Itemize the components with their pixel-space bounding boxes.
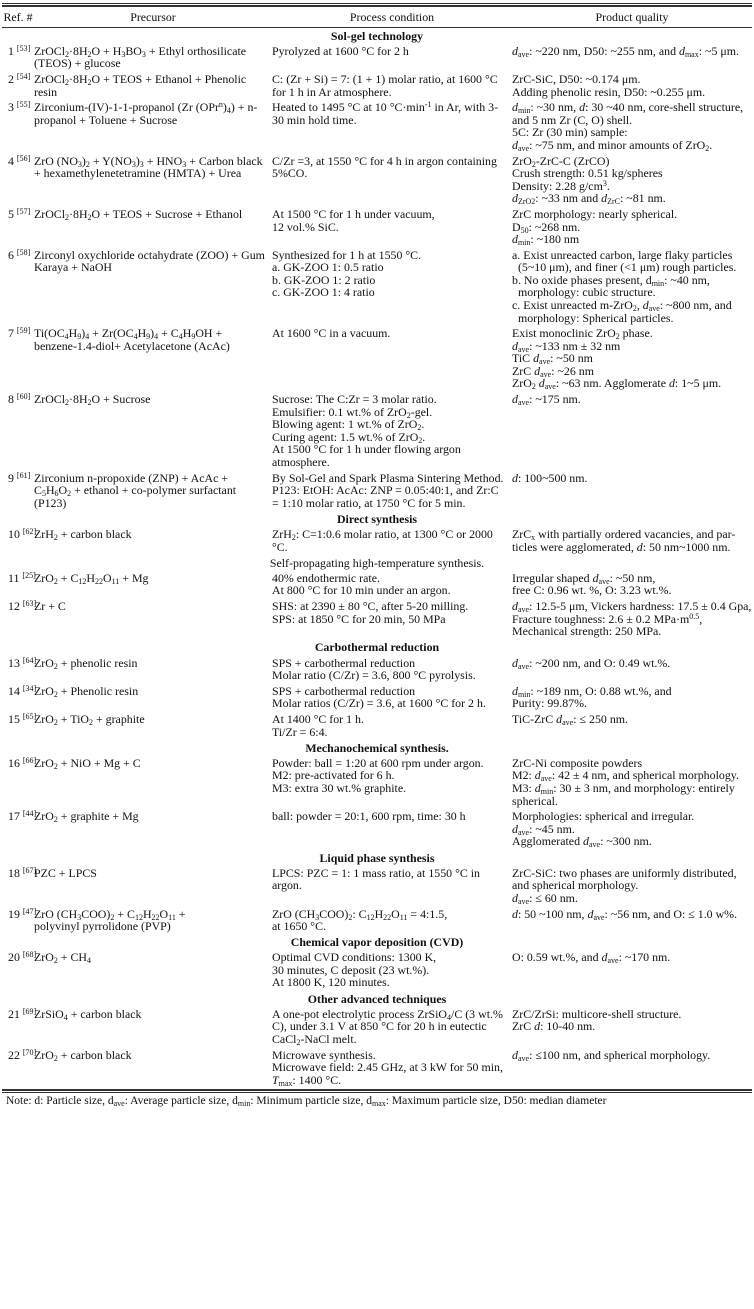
process-condition-cell: ZrO $(CH_3COO)_2$: $C_{12}H_{22}O_{11}$ = 4:1.5, at 1650 °C.	[272, 906, 448, 934]
header-process-condition: Process condition	[272, 9, 512, 27]
table-row	[2, 906, 752, 934]
product-quality-cell: Irregular shaped $d_{ave}$: ~50 nm, free C: 0.96 wt. %, O: 3.23 wt.%.	[512, 570, 672, 598]
product-quality-cell: $d_{ave}$: 12.5-5 μm, Vickers hardness: 17.5 ± 0.4 Gpa, Fracture toughness: 2.6 ± 0.2 $MPa\cdot m^{0.5}$, Mechanical strength: 250 MPa.	[512, 599, 752, 639]
section-title: Sol-gel technology	[330, 28, 424, 43]
section-row	[2, 27, 752, 43]
product-quality-cell: O: 0.59 wt.%, and $d_{ave}$: ~170 nm.	[512, 950, 671, 966]
product-quality-cell: $d_{min}$: ~189 nm, O: 0.88 wt.%, and Purity: 99.87%.	[512, 683, 672, 711]
ref-cell: 20 [68]	[8, 950, 37, 965]
table-row	[2, 43, 752, 71]
section-row	[2, 991, 752, 1007]
precursor-cell: Zirconium n-propoxide (ZNP) + AcAc + $C_5H_6O_2$ + ethanol + co-polymer surfactant (P123)	[34, 470, 237, 510]
table-row	[2, 1047, 752, 1088]
process-condition-cell: At 1500 °C for 1 h under vacuum, 12 vol.% SiC.	[272, 207, 435, 234]
ref-cell: 16 [66]	[8, 755, 37, 770]
table-row	[2, 206, 752, 247]
header-precursor: Precursor	[34, 9, 272, 27]
section-title: Carbothermal reduction	[314, 640, 440, 655]
process-condition-cell: ZrH$_2$: C=1:0.6 molar ratio, at 1300 °C or 2000 °C.	[272, 527, 493, 554]
ref-cell: 10 [62]	[8, 527, 37, 542]
product-quality-cell: a. Exist unreacted carbon, large flaky particles (5~10 μm), and finer (<1 μm) rough particles. b. No oxide phases present, $d_{min}$: ~40 nm, morphology: cubic structure. c. Exist unreacted m-ZrO$_2$, $d_{ave}$: ~800 nm, and morphology: Spherical particles.	[512, 247, 737, 325]
section-title: Liquid phase synthesis	[319, 850, 435, 865]
process-condition-cell: Heated to 1495 °C at 10 $^\circ C\cdot\min^{-1}$ in Ar, with 3-30 min hold time.	[272, 100, 499, 127]
precursor-cell: $ZrO_2 + C_{12}H_{22}O_{11} + Mg$	[34, 570, 149, 586]
product-quality-cell: ZrC/ZrSi: multicore-shell structure. ZrC d: 10-40 nm.	[512, 1006, 682, 1034]
precursor-cell: $ZrO_2 + CH_4$	[34, 950, 91, 966]
section-row	[2, 934, 752, 950]
product-quality-cell: ZrC$_x$ with partially ordered vacancies, and par- ticles were agglomerated, d: 50 nm~1000 nm.	[512, 527, 736, 554]
section-title: Other advanced techniques	[307, 991, 447, 1006]
product-quality-cell: $d_{ave}$: ~220 nm, D50: ~255 nm, and $d_{max}$: ~5 μm.	[512, 43, 739, 59]
process-condition-cell: SPS + carbothermal reduction Molar ratios (C/Zr) = 3.6, at 1600 °C for 2 h.	[272, 683, 486, 711]
top-rule	[2, 3, 752, 7]
table-row	[2, 655, 752, 683]
precursor-cell: ZrH$_2$ + carbon black	[34, 527, 132, 543]
table-container	[2, 3, 752, 1108]
table-body	[2, 27, 752, 1088]
precursor-cell: $ZrOCl_2\cdot 8H_2O$ + TEOS + Sucrose + Ethanol	[34, 207, 243, 222]
table-row	[2, 683, 752, 711]
synthesis-methods-table	[2, 9, 752, 1088]
product-quality-cell: $d_{ave}$: ≤100 nm, and spherical morphology.	[512, 1047, 711, 1063]
table-row	[2, 599, 752, 640]
section-row	[2, 740, 752, 756]
table-row	[2, 153, 752, 206]
precursor-cell: ZrO $(CH_3COO)_2 + C_{12}H_{22}O_{11}$ + polyvinyl pyrrolidone (PVP)	[34, 906, 186, 934]
section-row	[2, 850, 752, 866]
ref-cell: 1 [53]	[8, 43, 31, 58]
precursor-cell: PZC + LPCS	[34, 865, 97, 880]
precursor-cell: ZrO $(NO_3)_2 + Y(NO_3)_3 + HNO_3$ + Carbon black + hexamethylenetetramine (HMTA) + Urea	[34, 153, 263, 181]
section-title: Self-propagating high-temperature synthesis.	[269, 555, 485, 570]
precursor-cell: $ZrOCl_2\cdot 8H_2O$ + Sucrose	[34, 392, 151, 408]
precursor-cell: $ZrOCl_2\cdot 8H_2O + H_3BO_3$ + Ethyl orthosilicate (TEOS) + glucose	[34, 43, 247, 71]
ref-cell: 12 [63]	[8, 599, 37, 614]
ref-cell: 22 [70]	[8, 1047, 37, 1062]
table-row	[2, 470, 752, 511]
table-row	[2, 526, 752, 554]
product-quality-cell: Exist monoclinic ZrO$_2$ phase. $d_{ave}$: ~133 nm ± 32 nm TiC $d_{ave}$: ~50 nm ZrC $d_{ave}$: ~26 nm ZrO$_2$ $d_{ave}$: ~63 nm. Agglomerate d: 1~5 μm.	[512, 326, 722, 392]
section-title: Mechanochemical synthesis.	[305, 740, 449, 755]
process-condition-cell: C: (Zr + Si) = 7: (1 + 1) molar ratio, at 1600 °C for 1 h in Ar atmosphere.	[272, 71, 498, 99]
ref-cell: 17 [44]	[8, 809, 37, 824]
header-product-quality: Product quality	[512, 9, 752, 27]
ref-cell: 14 [34]	[8, 683, 37, 698]
process-condition-cell: By Sol-Gel and Spark Plasma Sintering Method. P123: EtOH: AcAc: ZNP = 0.05:40:1, and Zr:C = 1:10 molar ratio, at 1750 °C for 5 min.	[272, 470, 504, 510]
precursor-cell: $ZrOCl_2\cdot 8H_2O$ + TEOS + Ethanol + Phenolic resin	[34, 71, 247, 99]
ref-cell: 4 [56]	[8, 153, 31, 168]
precursor-cell: ZrO$_2$ + graphite + Mg	[34, 809, 139, 825]
process-condition-cell: At 1400 °C for 1 h. Ti/Zr = 6:4.	[272, 712, 364, 739]
header-row	[2, 9, 752, 27]
product-quality-cell: ZrO$_2$-ZrC-C (ZrCO) Crush strength: 0.51 kg/spheres Density: 2.28 $g/cm^3$. $d_{ZrO2}$: ~33 nm and $d_{ZrC}$: ~81 nm.	[512, 153, 666, 207]
product-quality-cell: ZrC morphology: nearly spherical. $D_{50}$: ~268 nm. $d_{min}$: ~180 nm	[512, 207, 678, 248]
table-row	[2, 247, 752, 325]
process-condition-cell: C/Zr =3, at 1550 °C for 4 h in argon containing 5%CO.	[272, 153, 497, 181]
process-condition-cell: LPCS: PZC = 1: 1 mass ratio, at 1550 °C in argon.	[272, 865, 480, 893]
product-quality-cell: ZrC-Ni composite powders M2: $d_{ave}$: 42 ± 4 nm, and spherical morphology. M3: $d_{min}$: 30 ± 3 nm, and morphology: entirely spherical.	[512, 755, 739, 808]
process-condition-cell: At 1600 °C in a vacuum.	[272, 326, 391, 341]
ref-cell: 18 [67]	[8, 865, 37, 880]
process-condition-cell: Sucrose: The C:Zr = 3 molar ratio. Emulsifier: 0.1 wt.% of ZrO$_2$-gel. Blowing agent: 1 wt.% of ZrO$_2$. Curing agent: 1.5 wt.% of ZrO$_2$. At 1500 °C for 1 h under flowing argon atmosphere.	[272, 392, 461, 469]
process-condition-cell: Optimal CVD conditions: 1300 K, 30 minutes, C deposit (23 wt.%). At 1800 K, 120 minutes.	[272, 950, 437, 990]
precursor-cell: ZrO$_2$ + carbon black	[34, 1047, 132, 1063]
ref-cell: 13 [64]	[8, 655, 37, 670]
ref-cell: 2 [54]	[8, 71, 31, 86]
table-row	[2, 326, 752, 392]
section-title: Direct synthesis	[336, 511, 418, 526]
product-quality-cell: TiC-ZrC $d_{ave}$: ≤ 250 nm.	[512, 712, 628, 728]
table-row	[2, 392, 752, 470]
product-quality-cell: $d_{min}$: ~30 nm, d: 30 ~40 nm, core-shell structure, and 5 nm Zr (C, O) shell. 5C: Zr (30 min) sample: $d_{ave}$: ~75 nm, and minor amounts of ZrO$_2$.	[512, 100, 744, 153]
precursor-cell: ZrO$_2$ + TiO$_2$ + graphite	[34, 712, 145, 728]
product-quality-cell: $d_{ave}$: ~200 nm, and O: 0.49 wt.%.	[512, 655, 671, 671]
product-quality-cell: ZrC-SiC, D50: ~0.174 μm. Adding phenolic resin, D50: ~0.255 μm.	[512, 71, 706, 99]
bottom-rule	[2, 1089, 752, 1093]
precursor-cell: Zirconyl oxychloride octahydrate (ZOO) + Gum Karaya + NaOH	[34, 247, 265, 275]
table-row	[2, 71, 752, 99]
ref-cell: 6 [58]	[8, 247, 31, 262]
table-row	[2, 809, 752, 850]
table-row	[2, 865, 752, 906]
process-condition-cell: Pyrolyzed at 1600 °C for 2 h	[272, 43, 409, 58]
table-row	[2, 712, 752, 740]
table-row	[2, 570, 752, 598]
process-condition-cell: Synthesized for 1 h at 1550 °C. a. GK-ZOO 1: 0.5 ratio b. GK-ZOO 1: 2 ratio c. GK-ZOO 1: 4 ratio	[272, 247, 422, 300]
table-note: Note: d: Particle size, $d_{ave}$: Average particle size, $d_{min}$: Minimum particle size, $d_{max}$: Maximum particle size, D50: median diameter	[6, 1094, 607, 1108]
process-condition-cell: Microwave synthesis. Microwave field: 2.45 GHz, at 3 kW for 50 min, $T_{max}$: 1400 °C.	[272, 1047, 503, 1088]
precursor-cell: $Ti(OC_4H_9)_4 + Zr(OC_4H_9)_4 + C_4H_9OH$ + benzene-1.4-diol+ Acetylacetone (AcAc)	[34, 326, 230, 353]
precursor-cell: ZrSiO$_4$ + carbon black	[34, 1006, 142, 1022]
section-title: Chemical vapor deposition (CVD)	[290, 935, 464, 950]
ref-cell: 7 [59]	[8, 326, 31, 341]
precursor-cell: Zirconium-(IV)-1-1-propanol (Zr $(OPr^n)_4$) + n-propanol + Toluene + Sucrose	[34, 100, 258, 127]
precursor-cell: ZrO$_2$ + Phenolic resin	[34, 683, 139, 699]
product-quality-cell: ZrC-SiC: two phases are uniformly distributed, and spherical morphology. $d_{ave}$: ≤ 60 nm.	[512, 865, 737, 906]
table-row	[2, 950, 752, 991]
ref-cell: 21 [69]	[8, 1006, 37, 1021]
ref-cell: 11 [25]	[8, 570, 36, 585]
ref-cell: 5 [57]	[8, 207, 31, 221]
process-condition-cell: Powder: ball = 1:20 at 600 rpm under argon. M2: pre-activated for 6 h. M3: extra 30 wt.% graphite.	[272, 755, 484, 796]
table-row	[2, 100, 752, 153]
product-quality-cell: Morphologies: spherical and irregular. $d_{ave}$: ~45 nm. Agglomerated $d_{ave}$: ~300 nm.	[512, 809, 695, 850]
ref-cell: 8 [60]	[8, 392, 31, 407]
precursor-cell: Zr + C	[34, 599, 66, 614]
precursor-cell: ZrO$_2$ + phenolic resin	[34, 655, 138, 671]
table-row	[2, 1006, 752, 1047]
section-row	[2, 639, 752, 655]
product-quality-cell: $d_{ave}$: ~175 nm.	[512, 392, 581, 408]
product-quality-cell: d: 50 ~100 nm, $d_{ave}$: ~56 nm, and O: ≤ 1.0 w%.	[512, 906, 738, 922]
process-condition-cell: 40% endothermic rate. At 800 °C for 10 min under an argon.	[272, 570, 451, 598]
process-condition-cell: SPS + carbothermal reduction Molar ratio (C/Zr) = 3.6, 800 °C pyrolysis.	[272, 655, 476, 683]
ref-cell: 19 [47]	[8, 906, 37, 921]
ref-cell: 9 [61]	[8, 470, 31, 485]
product-quality-cell: d: 100~500 nm.	[512, 470, 588, 485]
section-row	[2, 511, 752, 527]
header-ref: Ref. #	[2, 9, 34, 27]
table-row	[2, 755, 752, 808]
section-row	[2, 555, 752, 571]
ref-cell: 15 [65]	[8, 712, 37, 727]
precursor-cell: ZrO$_2$ + NiO + Mg + C	[34, 755, 141, 771]
ref-cell: 3 [55]	[8, 100, 31, 115]
process-condition-cell: A one-pot electrolytic process ZrSiO$_4$/C (3 wt.% C), under 3.1 V at 850 °C for 20 h in eutectic CaCl$_2$-NaCl melt.	[272, 1006, 503, 1047]
process-condition-cell: SHS: at 2390 ± 80 °C, after 5-20 milling. SPS: at 1850 °C for 20 min, 50 MPa	[272, 599, 469, 626]
process-condition-cell: ball: powder = 20:1, 600 rpm, time: 30 h	[272, 809, 466, 824]
